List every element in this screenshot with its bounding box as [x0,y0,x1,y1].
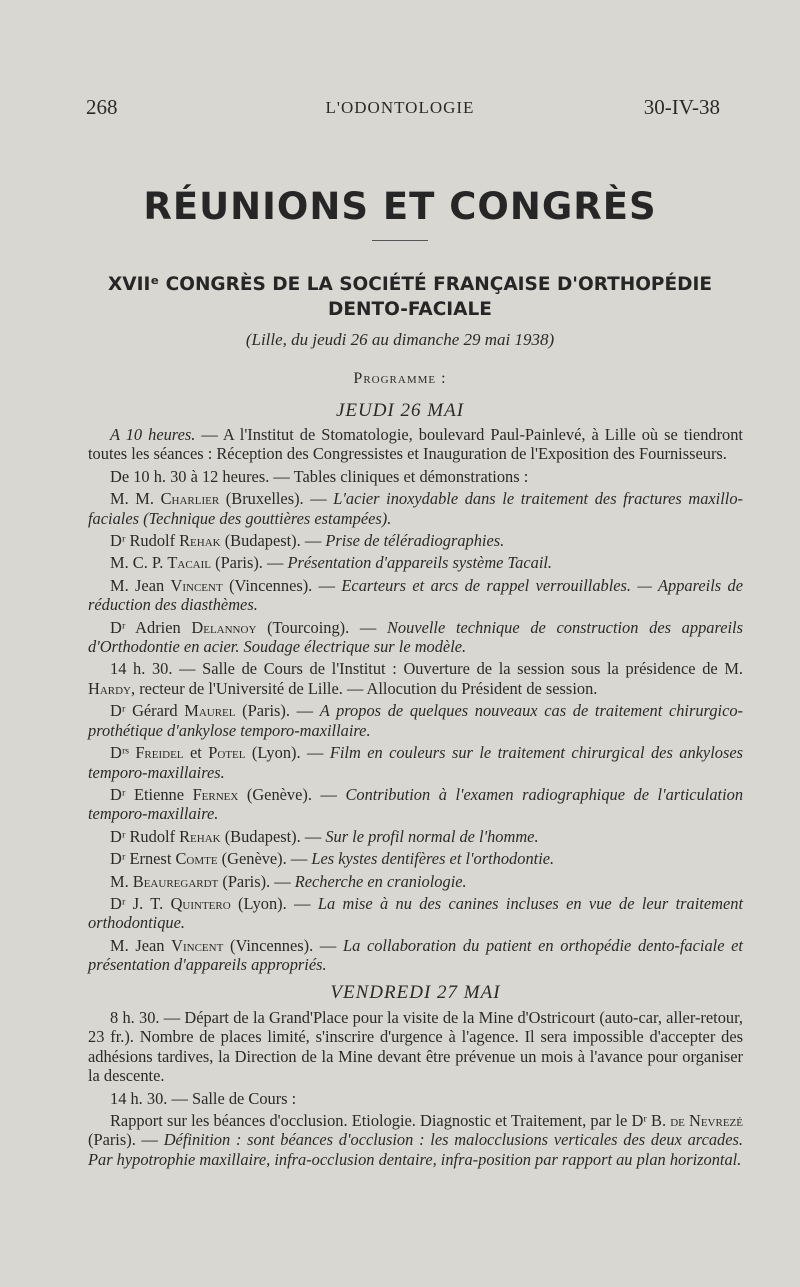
journal-name: L'ODONTOLOGIE [325,98,475,117]
paragraph: 8 h. 30. — Départ de la Grand'Place pour la visite de la Mine d'Ostricourt (auto-car, aller-retour, 23 fr.). Nombre de places limité, s'inscrire d'urgence à l'agence. Il sera impossible d'accepter des adhésions tardives, la Direction de la Mine devant être prévenue un mois à l'avance pour organiser la descente. [88,1007,743,1086]
paragraph: M. M. Charlier (Bruxelles). — L'acier inoxydable dans le traitement des fractures maxillo-faciales (Technique des gouttières estampées). [88,489,743,528]
paragraph: Dʳ Adrien Delannoy (Tourcoing). — Nouvelle technique de construction des appareils d'Orthodontie en acier. Soudage électrique sur le modèle. [88,617,743,657]
day-heading-jeudi: JEUDI 26 MAI [335,400,465,421]
paragraph: M. Jean Vincent (Vincennes). — Ecarteurs et arcs de rappel verrouillables. — Appareils de réduction des diasthèmes. [88,575,743,615]
paragraph: Dʳ Rudolf Rehak (Budapest). — Sur le profil normal de l'homme. [110,826,539,846]
issue-date: 30-IV-38 [643,95,720,119]
paragraph: Dʳ J. T. Quintero (Lyon). — La mise à nu des canines incluses en vue de leur traitement orthodontique. [88,893,743,933]
running-header [80,95,720,125]
programme-body [88,425,743,1172]
paragraph: M. C. P. Tacail (Paris). — Présentation d'appareils système Tacail. [110,553,553,573]
page-number: 268 [86,95,118,119]
paragraph: Dʳ Gérard Maurel (Paris). — A propos de quelques nouveaux cas de traitement chirurgico-prothétique d'ankylose temporo-maxillaire. [88,701,743,740]
paragraph: 14 h. 30. — Salle de Cours de l'Institut : Ouverture de la session sous la présidence de M. Hardy, recteur de l'Université de Lille. — Allocution du Président de session. [88,659,743,698]
title-rule [372,240,428,241]
paragraph: A 10 heures. — A l'Institut de Stomatologie, boulevard Paul-Painlevé, à Lille où se tiendront toutes les séances : Réception des Congressistes et Inauguration de l'Exposition des Fournisseurs. [88,425,743,464]
paragraph: Dʳ Ernest Comte (Genève). — Les kystes dentifères et l'orthodontie. [110,849,555,869]
day-heading-vendredi: VENDREDI 27 MAI [330,981,501,1003]
paragraph: Dʳ Rudolf Rehak (Budapest). — Prise de téléradiographies. [110,531,505,551]
paragraph: M. Jean Vincent (Vincennes). — La collaboration du patient en orthopédie dento-faciale et présentation d'appareils appropriés. [88,935,743,975]
paragraph: Rapport sur les béances d'occlusion. Etiologie. Diagnostic et Traitement, par le Dʳ B. de Nevrezé (Paris). — Définition : sont béances d'occlusion : les malocclusions verticales des deux arcades. Par hypotrophie maxillaire, infra-occlusion dentaire, infra-position par rapport au plan horizontal. [88,1111,743,1169]
congress-title: XVIIᵉ CONGRÈS DE LA SOCIÉTÉ FRANÇAISE D'ORTHOPÉDIE DENTO-FACIALE [107,274,713,320]
programme-heading: Programme : [353,370,447,387]
paragraph: 14 h. 30. — Salle de Cours : [110,1088,297,1108]
section-title: RÉUNIONS ET CONGRÈS [143,185,657,228]
paragraph: M. Beauregardt (Paris). — Recherche en craniologie. [110,871,467,891]
paragraph: Dʳ Etienne Fernex (Genève). — Contribution à l'examen radiographique de l'articulation temporo-maxillaire. [88,784,744,824]
paragraph: De 10 h. 30 à 12 heures. — Tables cliniques et démonstrations : [110,466,529,486]
paragraph: Dʳˢ Freidel et Potel (Lyon). — Film en couleurs sur le traitement chirurgical des ankyloses temporo-maxillaires. [88,743,743,782]
congress-dates: (Lille, du jeudi 26 au dimanche 29 mai 1938) [245,330,555,349]
